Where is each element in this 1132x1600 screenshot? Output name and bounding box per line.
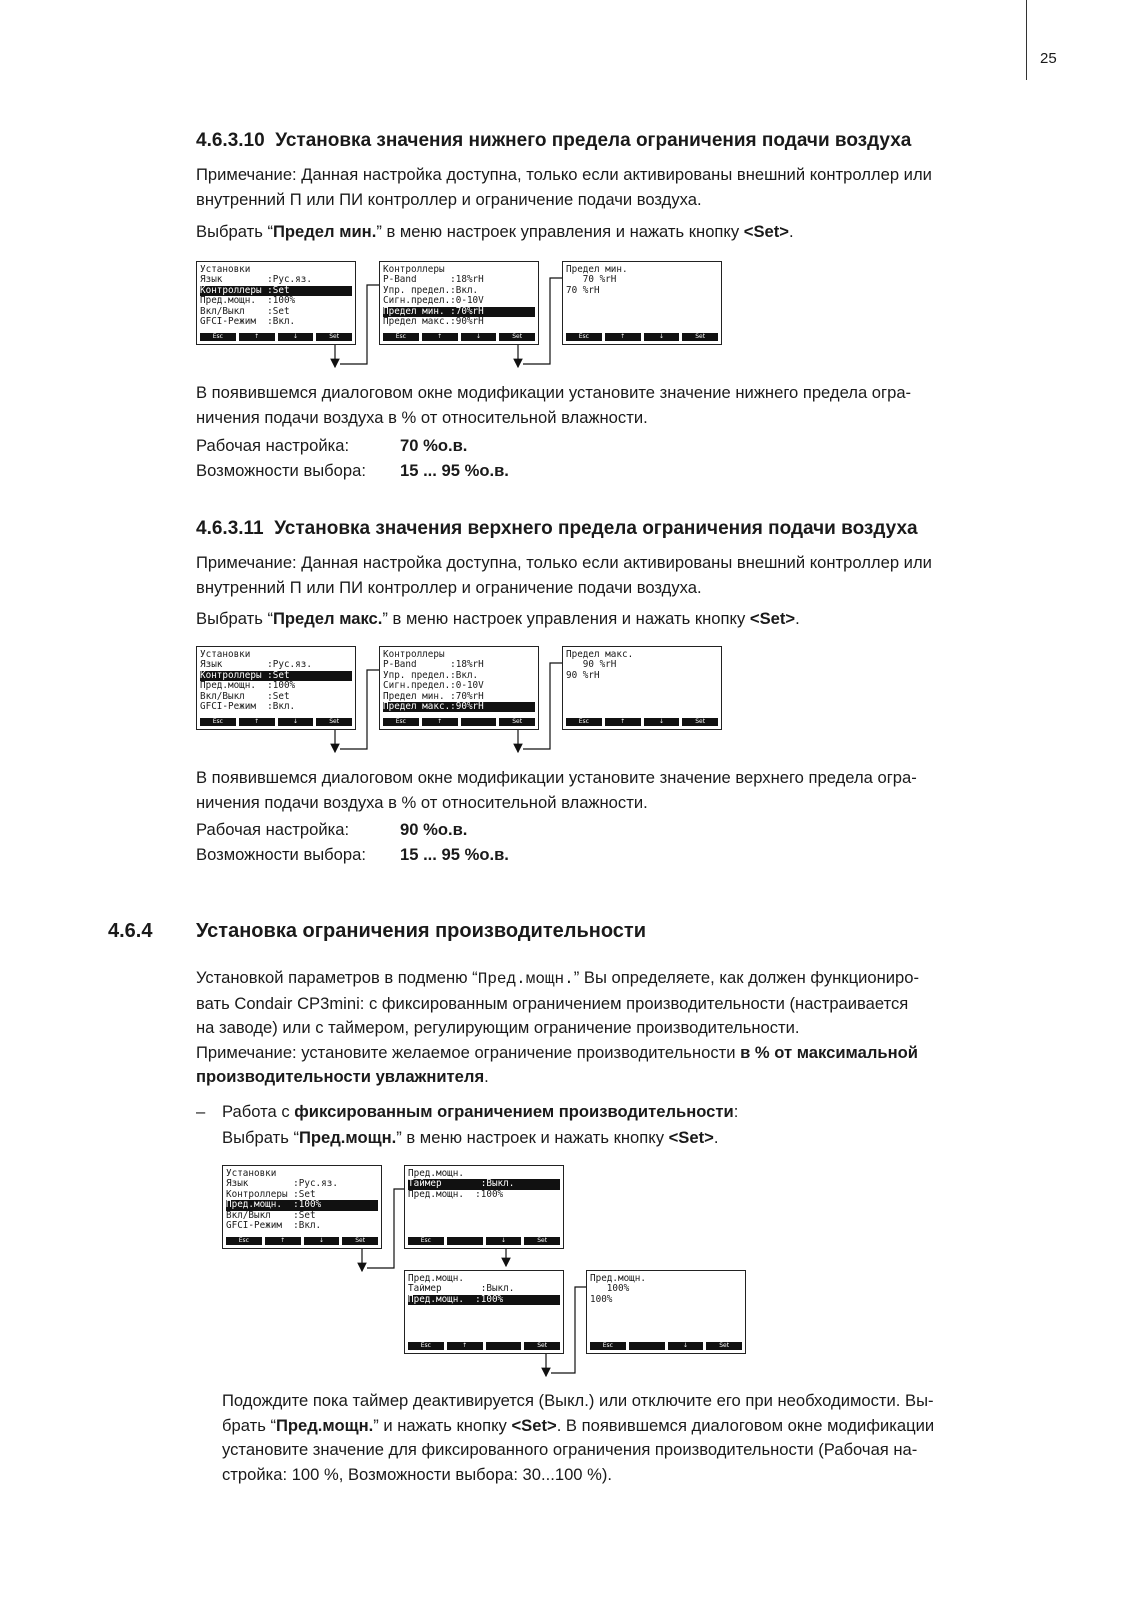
- softkey-button: Esc: [590, 1342, 626, 1350]
- screen-line-selected: Пред.мощн. :100%: [408, 1295, 560, 1305]
- screen-line: Сигн.предел.:0-10V: [383, 681, 484, 692]
- section-number: 4.6.3.11: [196, 518, 264, 539]
- settings-values: Рабочая настройка: 90 %о.в. Возможности выбора: 15 ... 95 %о.в.: [196, 820, 509, 864]
- softkey-button: Set: [682, 718, 718, 726]
- softkey-button: Set: [499, 333, 535, 341]
- softkey-button: Esc: [200, 718, 236, 726]
- screen-line-selected: Пред.мощн. :100%: [226, 1200, 378, 1210]
- screen-line: P-Band :18%rH: [383, 660, 484, 671]
- connector-line: [340, 285, 379, 364]
- softkey-button: Set: [342, 1237, 378, 1245]
- screen-line: Контроллеры: [383, 650, 445, 660]
- softkey-button: Esc: [383, 718, 419, 726]
- screen-line: Пред.мощн. :100%: [200, 296, 296, 307]
- softkey-button: ↓: [644, 333, 680, 341]
- screen-line: Вкл/Выкл :Set: [200, 691, 290, 702]
- screen-line: Предел макс.:90%rH: [383, 316, 484, 327]
- select-instruction: Выбрать “Пред.мощн.” в меню настроек и нажать кнопку <Set>.: [222, 1128, 719, 1147]
- screen-line: Язык :Рус.яз.: [226, 1179, 338, 1190]
- screen-line: Пред.мощн. :100%: [408, 1189, 504, 1200]
- select-instruction: Выбрать “Предел мин.” в меню настроек управления и нажать кнопку <Set>.: [196, 222, 794, 241]
- softkey-button: ↓: [278, 718, 314, 726]
- softkey-button: ↓: [461, 333, 497, 341]
- screen-line: Предел мин.: [566, 265, 628, 275]
- screen-line: GFCI-Режим :Вкл.: [200, 701, 296, 712]
- page-number: 25: [1040, 50, 1057, 67]
- section-title: Установка значения нижнего предела ограничения подачи воздуха: [275, 130, 912, 151]
- softkey-button: Esc: [200, 333, 236, 341]
- softkey-button: Esc: [566, 333, 602, 341]
- connector-line: [523, 663, 562, 749]
- softkey-button: ↑: [605, 333, 641, 341]
- softkey-button: Esc: [383, 333, 419, 341]
- softkey-button: Set: [682, 333, 718, 341]
- section-number-4-6-4: 4.6.4: [108, 920, 153, 942]
- softkey-button: Set: [316, 333, 352, 341]
- note-line-2: внутренний П или ПИ контроллер и ограничение подачи воздуха.: [196, 189, 702, 209]
- screen-line: Таймер :Выкл.: [408, 1284, 515, 1295]
- softkey-button: ↓: [278, 333, 314, 341]
- softkey-button: Set: [524, 1237, 560, 1245]
- screen-line: Вкл/Выкл :Set: [200, 306, 290, 317]
- softkey-button: ↑: [239, 333, 275, 341]
- screen-line: GFCI-Режим :Вкл.: [226, 1220, 322, 1231]
- screen-line: Пред.мощн.: [408, 1169, 464, 1179]
- softkey-button: Esc: [408, 1342, 444, 1350]
- screen-line: 70 %rH: [566, 275, 617, 286]
- screen-line: Язык :Рус.яз.: [200, 660, 312, 671]
- screen-line: 100%: [590, 1294, 613, 1305]
- softkey-button: ↓: [304, 1237, 340, 1245]
- screen-line: Установки: [200, 650, 251, 660]
- settings-values: Рабочая настройка: 70 %о.в. Возможности выбора: 15 ... 95 %о.в.: [196, 436, 509, 480]
- connector-line: [551, 1287, 586, 1373]
- section-title: Установка значения верхнего предела ограничения подачи воздуха: [274, 518, 918, 539]
- screen-line: Язык :Рус.яз.: [200, 275, 312, 286]
- screen-line-selected: Предел макс.:90%rH: [383, 702, 535, 712]
- after-paragraph: В появившемся диалоговом окне модификации установите значение верхнего предела огра- ничения подачи воздуха в % от относительной влажности.: [196, 768, 917, 812]
- note-paragraph: Примечание: Данная настройка доступна, только если активированы внешний контроллер или внутренний П или ПИ контроллер и ограничение подачи воздуха.: [196, 553, 932, 597]
- screen-line: Пред.мощн.: [408, 1274, 464, 1284]
- softkey-button: Esc: [566, 718, 602, 726]
- screen-line: Сигн.предел.:0-10V: [383, 296, 484, 307]
- softkey-button: Set: [499, 718, 535, 726]
- screen-line: Упр. предел.:Вкл.: [383, 285, 479, 296]
- screen-line: Пред.мощн.: [590, 1274, 646, 1284]
- softkey-button: ↑: [265, 1237, 301, 1245]
- screen-line-selected: Таймер :Выкл.: [408, 1179, 560, 1189]
- screen-line: Пред.мощн. :100%: [200, 681, 296, 692]
- screen-line: P-Band :18%rH: [383, 275, 484, 286]
- screen-line: Предел мин. :70%rH: [383, 691, 484, 702]
- softkey-button: Set: [316, 718, 352, 726]
- screen-line: Контроллеры :Set: [226, 1189, 316, 1200]
- screen-line: Вкл/Выкл :Set: [226, 1210, 316, 1221]
- connector-line: [367, 1189, 404, 1268]
- screen-line: Контроллеры: [383, 265, 445, 275]
- softkey-button: ↓: [668, 1342, 704, 1350]
- screen-line-selected: Предел мин. :70%rH: [383, 307, 535, 317]
- screen-line-selected: Контроллеры :Set: [200, 286, 352, 296]
- screen-line: 90 %rH: [566, 660, 617, 671]
- softkey-button: ↑: [239, 718, 275, 726]
- section-title-4-6-4: Установка ограничения производительности: [196, 920, 646, 942]
- select-instruction: Выбрать “Предел макс.” в меню настроек управления и нажать кнопку <Set>.: [196, 609, 800, 628]
- screen-line: 100%: [590, 1284, 630, 1295]
- screen-line: Установки: [226, 1169, 277, 1179]
- note-line-1: Примечание: Данная настройка доступна, только если активированы внешний контроллер или: [196, 165, 932, 184]
- softkey-button: Esc: [226, 1237, 262, 1245]
- softkey-button: Set: [524, 1342, 560, 1350]
- softkey-button: Set: [706, 1342, 742, 1350]
- connector-line: [523, 278, 562, 364]
- list-item-dash: –: [196, 1102, 206, 1121]
- screen-line: Установки: [200, 265, 251, 275]
- softkey-button: ↓: [486, 1237, 522, 1245]
- softkey-button: ↑: [605, 718, 641, 726]
- screen-line: Упр. предел.:Вкл.: [383, 670, 479, 681]
- softkey-button: ↑: [422, 718, 458, 726]
- final-paragraph: Подождите пока таймер деактивируется (Выкл.) или отключите его при необходимости. Вы- брать “Пред.мощн.” и нажать кнопку <Set>. В появившемся диалоговом окне модификации установите значение для фиксированного ограничения производительности (Рабочая на- стройка: 100 %, Возможности выбора: 30...100 %).: [222, 1391, 935, 1484]
- after-paragraph: В появившемся диалоговом окне модификации установите значение нижнего предела огра- ничения подачи воздуха в % от относительной влажности.: [196, 383, 912, 427]
- screen-line-selected: Контроллеры :Set: [200, 671, 352, 681]
- screen-line: 90 %rH: [566, 670, 600, 681]
- softkey-button: ↓: [644, 718, 680, 726]
- section-number: 4.6.3.10: [196, 130, 265, 151]
- softkey-button: Esc: [408, 1237, 444, 1245]
- intro-paragraph: Установкой параметров в подменю “Пред.мощн.” Вы определяете, как должен функциониро- вать Condair CP3mini: с фиксированным ограничением производительности (настраивается на заводе) или с таймером, регулирующим ограничение производительности. Примечание: установите желаемое ограничение производительности в % от максимальной производительности увлажнителя.: [196, 968, 920, 1086]
- connector-line: [340, 670, 379, 749]
- screen-line: Предел макс.: [566, 650, 634, 660]
- screen-line: 70 %rH: [566, 285, 600, 296]
- screen-line: GFCI-Режим :Вкл.: [200, 316, 296, 327]
- softkey-button: ↑: [422, 333, 458, 341]
- softkey-button: ↑: [447, 1342, 483, 1350]
- list-item-fixed-limit: Работа с фиксированным ограничением производительности:: [222, 1102, 739, 1121]
